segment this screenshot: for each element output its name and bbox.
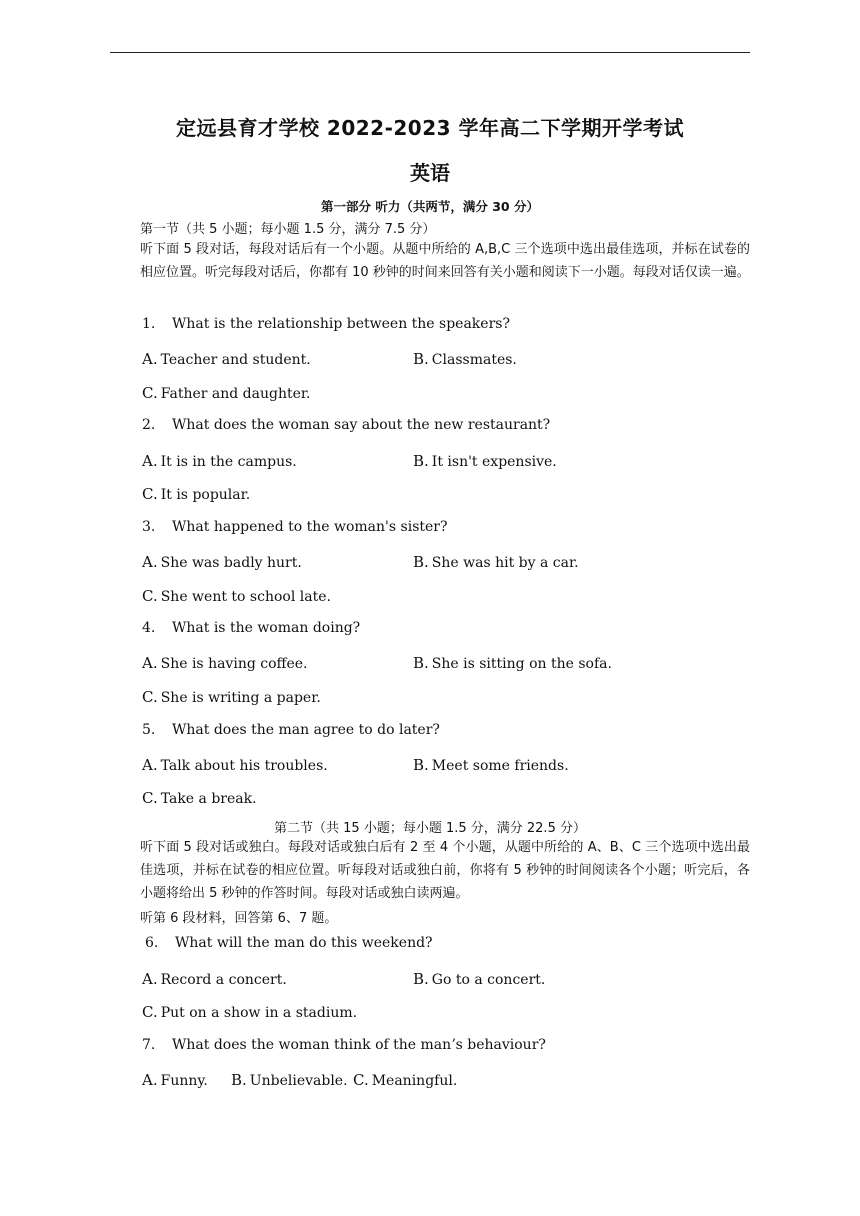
question-7 (142, 1037, 546, 1053)
option-4a[interactable]: A. She is having coffee. (142, 654, 308, 672)
exam-subject: 英语 (410, 161, 450, 185)
material-note: 听第 6 段材料，回答第 6、7 题。 (140, 911, 338, 926)
option-1b[interactable]: B. Classmates. (413, 350, 517, 368)
option-3b[interactable]: B. She was hit by a car. (413, 553, 579, 571)
question-number: 3. (142, 519, 156, 535)
section1-heading: 第一节（共 5 小题；每小题 1.5 分，满分 7.5 分） (140, 222, 436, 237)
option-1c[interactable]: C. Father and daughter. (142, 384, 311, 402)
question-text: What happened to the woman's sister? (172, 519, 448, 535)
exam-title: 定远县育才学校 2022-2023 学年高二下学期开学考试 (175, 116, 685, 140)
option-7a[interactable]: A. Funny. (142, 1071, 208, 1089)
question-6 (145, 935, 433, 951)
option-4b[interactable]: B. She is sitting on the sofa. (413, 654, 612, 672)
part1-heading: 第一部分 听力（共两节，满分 30 分） (321, 199, 539, 214)
question-number: 6. (145, 935, 159, 951)
question-1 (142, 316, 510, 332)
question-3 (142, 519, 448, 535)
question-number: 1. (142, 316, 156, 332)
question-number: 4. (142, 620, 156, 636)
top-rule (110, 52, 750, 53)
option-2a[interactable]: A. It is in the campus. (142, 452, 297, 470)
question-number: 5. (142, 722, 156, 738)
option-4c[interactable]: C. She is writing a paper. (142, 688, 321, 706)
option-1a[interactable]: A. Teacher and student. (142, 350, 311, 368)
question-2 (142, 417, 550, 433)
section1-instructions: 听下面 5 段对话，每段对话后有一个小题。从题中所给的 A,B,C 三个选项中选出最佳选项，并标在试卷的相应位置。听完每段对话后，你都有 10 秒钟的时间来回答有关小题和阅读下一小题。每段对话仅读一遍。 (140, 242, 750, 280)
option-6a[interactable]: A. Record a concert. (142, 970, 287, 988)
section2-instructions: 听下面 5 段对话或独白。每段对话或独白后有 2 至 4 个小题，从题中所给的 A、B、C 三个选项中选出最佳选项，并标在试卷的相应位置。听每段对话或独白前，你将有 5 秒钟的时间阅读各个小题；听完后，各小题将给出 5 秒钟的作答时间。每段对话或独白读两遍。 (140, 840, 750, 901)
section2-heading: 第二节（共 15 小题；每小题 1.5 分，满分 22.5 分） (274, 821, 586, 836)
question-text: What will the man do this weekend? (175, 935, 433, 951)
option-5a[interactable]: A. Talk about his troubles. (142, 756, 328, 774)
question-4 (142, 620, 360, 636)
option-6c[interactable]: C. Put on a show in a stadium. (142, 1003, 358, 1021)
option-7c[interactable]: C. Meaningful. (353, 1071, 458, 1089)
question-5 (142, 722, 440, 738)
option-3a[interactable]: A. She was badly hurt. (142, 553, 302, 571)
option-6b[interactable]: B. Go to a concert. (413, 970, 546, 988)
option-2b[interactable]: B. It isn't expensive. (413, 452, 557, 470)
option-7b[interactable]: B. Unbelievable. (231, 1071, 348, 1089)
question-text: What is the relationship between the speakers? (172, 316, 510, 332)
question-text: What is the woman doing? (172, 620, 361, 636)
option-2c[interactable]: C. It is popular. (142, 485, 251, 503)
option-5b[interactable]: B. Meet some friends. (413, 756, 569, 774)
question-text: What does the man agree to do later? (172, 722, 440, 738)
question-text: What does the woman think of the manʼs behaviour? (172, 1037, 546, 1053)
option-5c[interactable]: C. Take a break. (142, 789, 257, 807)
question-text: What does the woman say about the new restaurant? (172, 417, 551, 433)
question-number: 2. (142, 417, 156, 433)
question-number: 7. (142, 1037, 156, 1053)
option-3c[interactable]: C. She went to school late. (142, 587, 331, 605)
